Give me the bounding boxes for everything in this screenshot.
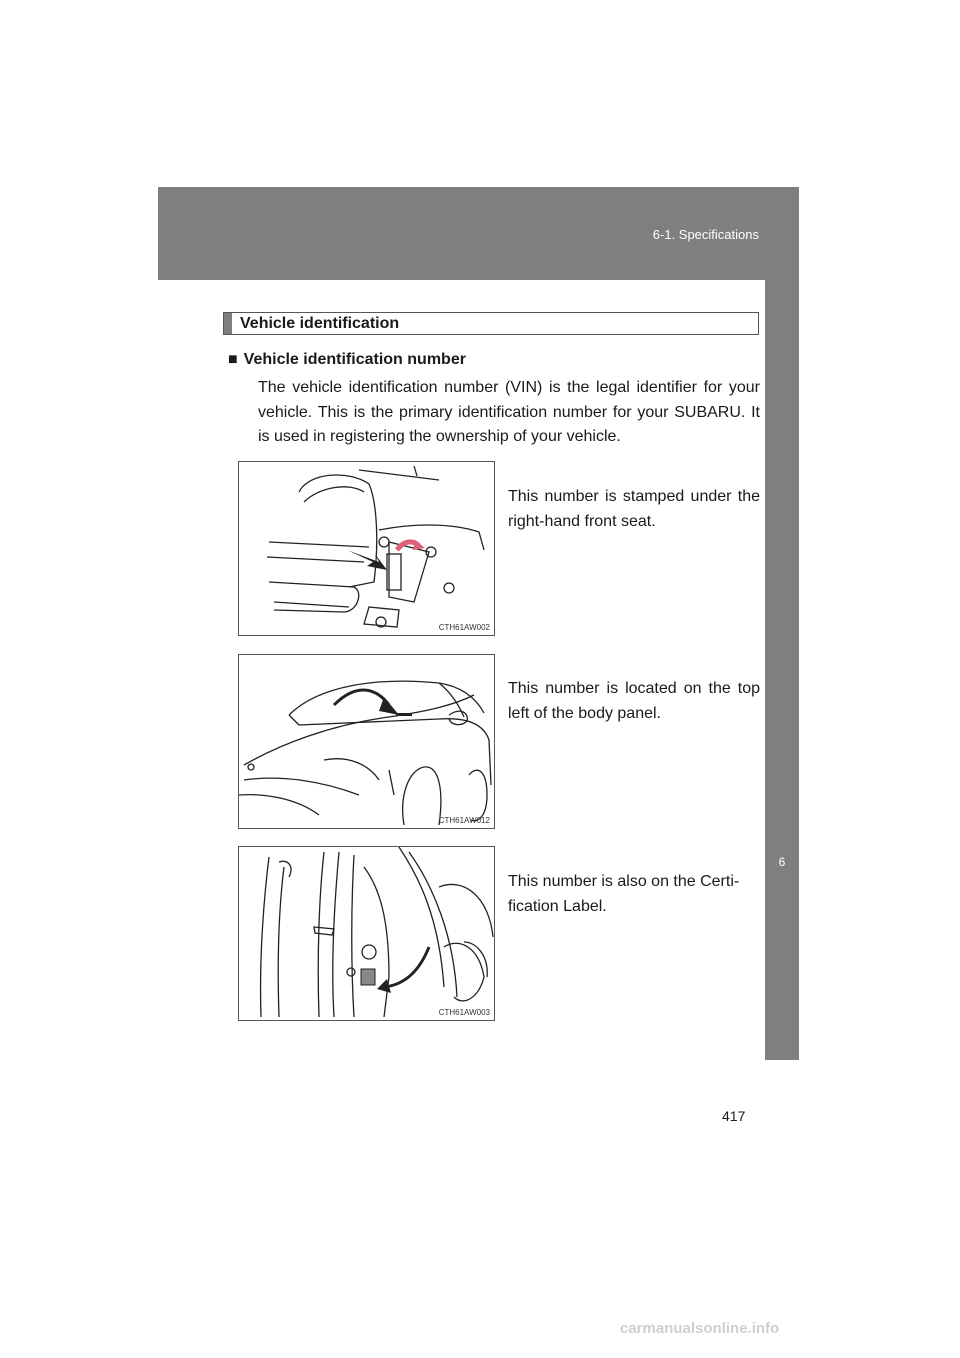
section-heading	[223, 312, 759, 335]
watermark: carmanualsonline.info	[620, 1320, 780, 1337]
door-pillar-illustration	[239, 847, 494, 1020]
chapter-number: 6	[778, 855, 786, 869]
figure-code: CTH61AW002	[438, 623, 490, 632]
car-illustration	[239, 655, 494, 828]
square-bullet-icon: ■	[228, 351, 238, 368]
figure-code: CTH61AW003	[438, 1008, 490, 1017]
chapter-label: Vehicle specifications	[775, 1105, 789, 1225]
figure-under-seat	[238, 461, 495, 636]
figure-caption: This number is also on the Certi- fication Label.	[508, 873, 740, 915]
subsection-heading	[228, 351, 466, 369]
figure-body-panel	[238, 654, 495, 829]
intro-paragraph: The vehicle identification number (VIN) is the legal identifier for your vehicle. This is the primary identification number for your SUBARU. It is used in registering the ownership of your vehicle.	[258, 379, 760, 445]
figure-code: CTH61AW012	[438, 816, 490, 825]
section-heading-bar	[224, 313, 232, 334]
seat-illustration	[239, 462, 494, 635]
figure-caption: This number is stamped under the right-hand front seat.	[508, 488, 760, 530]
figure-caption: This number is located on the top left of the body panel.	[508, 680, 760, 722]
header-band	[158, 187, 799, 280]
header-section-title: 6-1. Specifications	[652, 227, 759, 242]
figure-certification-label	[238, 846, 495, 1021]
section-heading-title: Vehicle identification	[240, 314, 400, 332]
chapter-side-tab[interactable]	[765, 280, 799, 1225]
page-number: 417	[722, 1108, 746, 1124]
subsection-title: Vehicle identification number	[243, 351, 466, 368]
